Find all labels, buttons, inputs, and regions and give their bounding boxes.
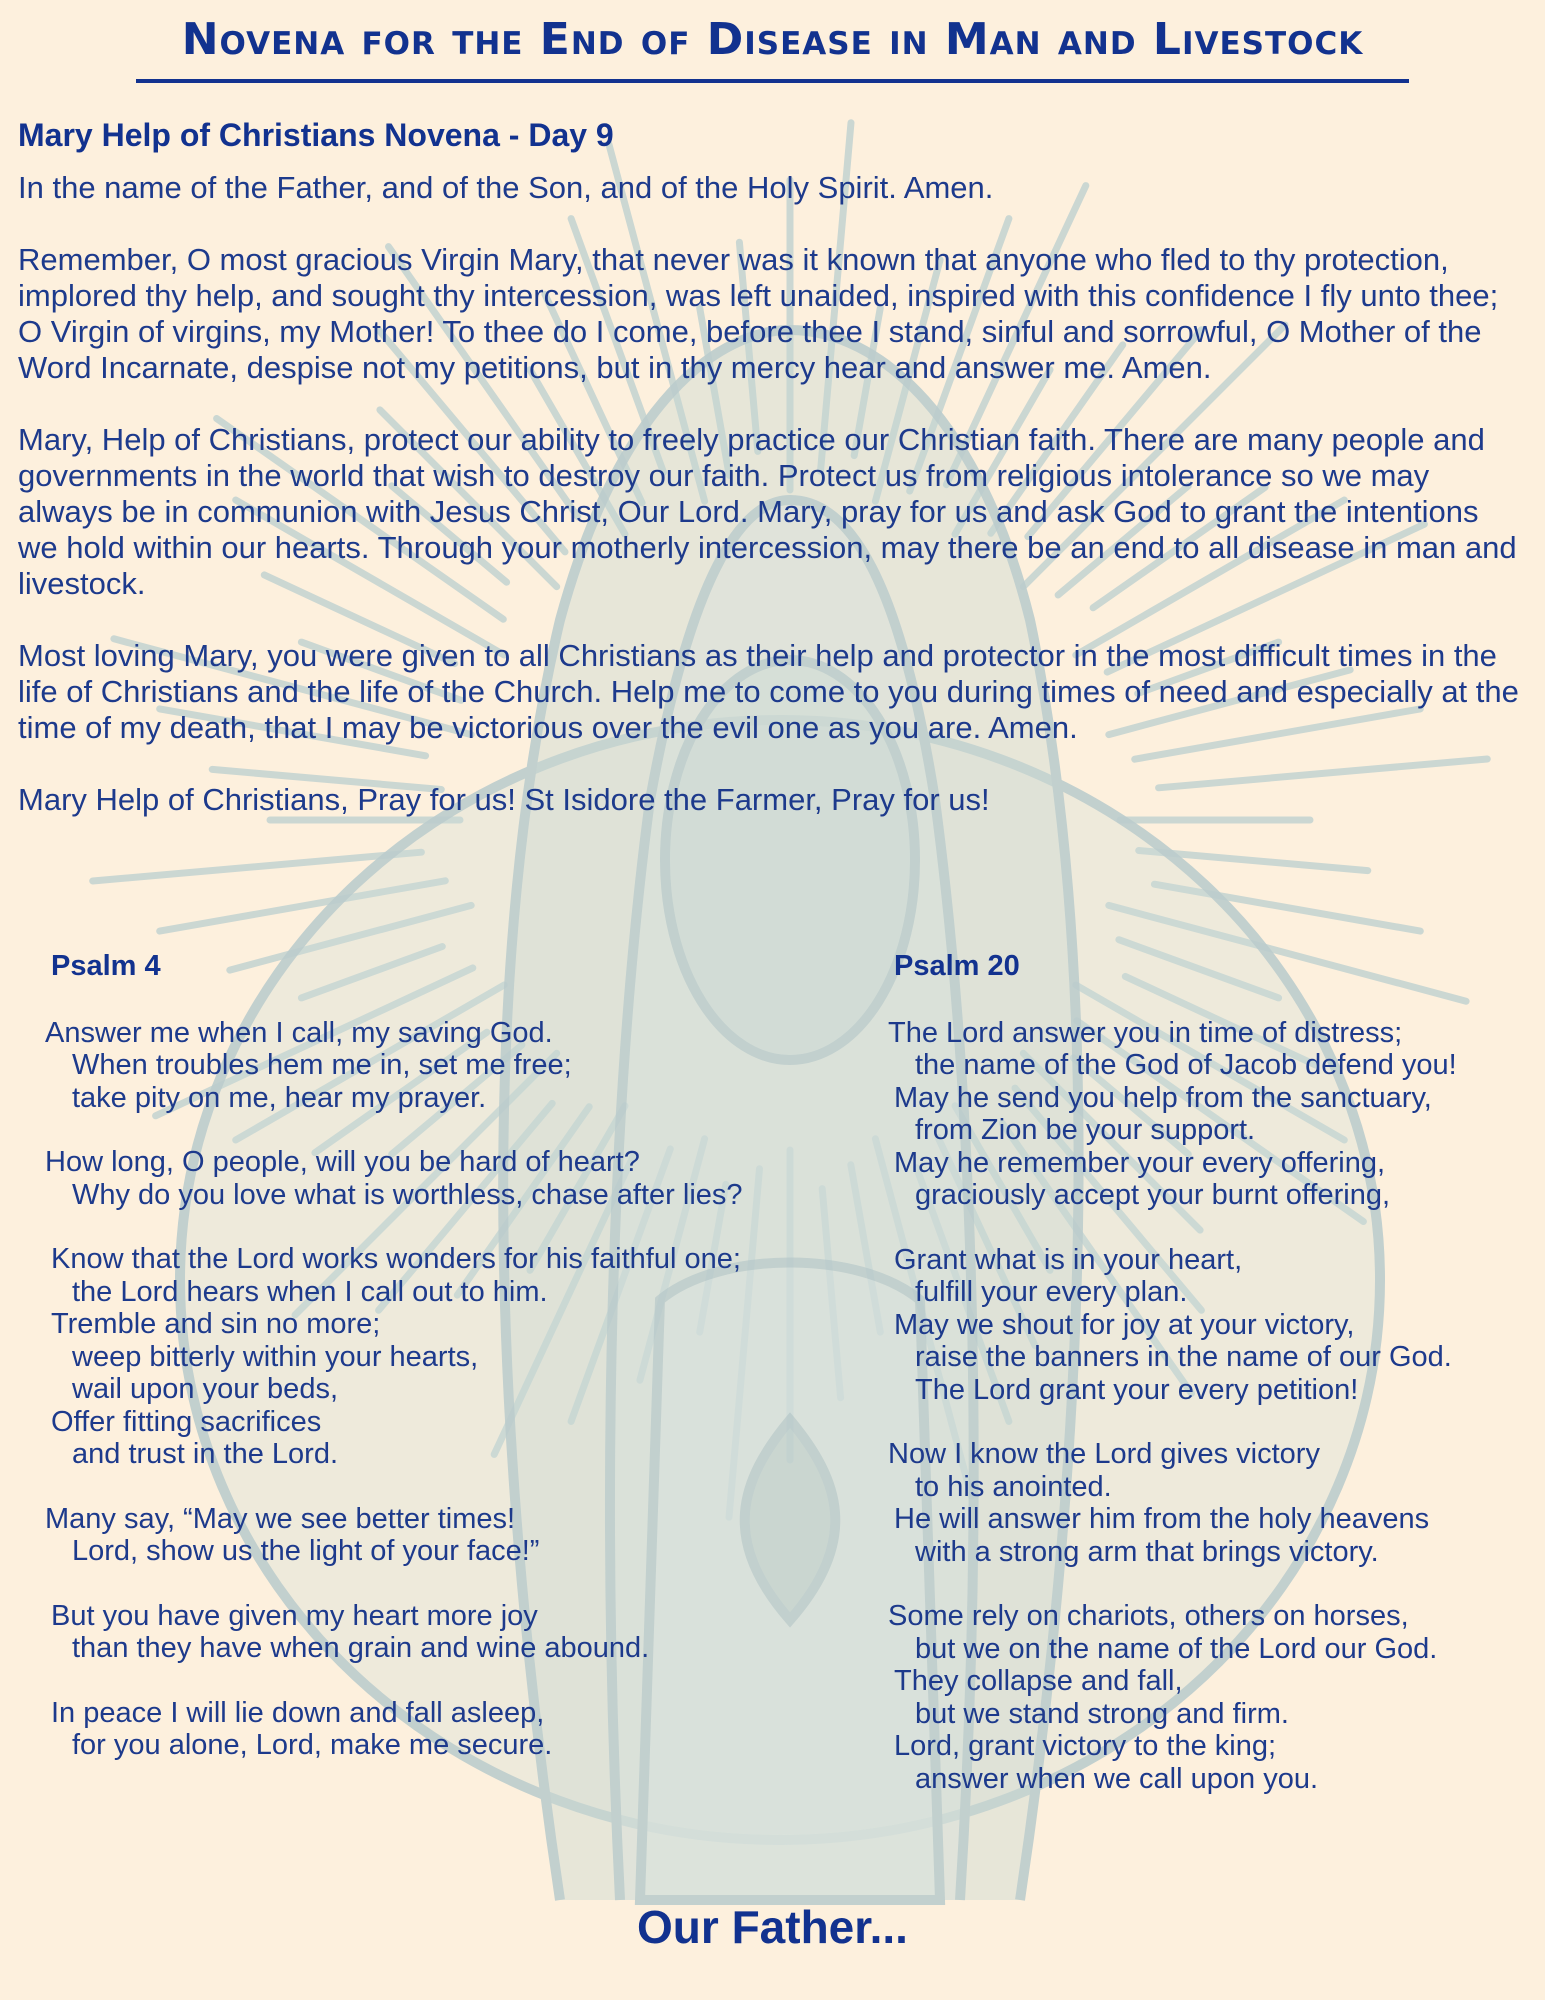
psalm-line: Tremble and sin no more; [51, 1308, 381, 1340]
psalm-4-stanza [45, 1017, 825, 1115]
psalm-line: fulfill your every plan. [915, 1276, 1188, 1308]
psalm-20-stanza [888, 1438, 1528, 1568]
psalm-line: Many say, “May we see better times! [45, 1502, 516, 1535]
psalm-line: May he send you help from the sanctuary, [894, 1081, 1432, 1114]
psalm-line: wail upon your beds, [72, 1373, 338, 1405]
psalm-line: Now I know the Lord gives victory [888, 1438, 1320, 1470]
psalm-20-stanza [888, 1600, 1528, 1795]
our-father-closing: Our Father... [637, 1901, 908, 1953]
psalm-line: Offer fitting sacrifices [51, 1405, 322, 1438]
memorare-prayer: Remember, O most gracious Virgin Mary, that never was it known that anyone who fled to thy protection, implored thy help, and sought thy intercession, was left unaided, inspired with this confidence I fly unto thee; O Virgin of virgins, my Mother! To thee do I come, before thee I stand, sinful and sorrowful, O Mother of the Word Incarnate, despise not my petitions, but in thy mercy hear and answer me. Amen. [18, 242, 1499, 385]
psalm-line: In peace I will lie down and fall asleep, [51, 1696, 545, 1729]
psalm-line: Some rely on chariots, others on horses, [888, 1600, 1409, 1632]
psalm-20-stanza [888, 1244, 1528, 1407]
sign-of-cross: In the name of the Father, and of the Son, and of the Holy Spirit. Amen. [18, 170, 994, 205]
psalm-line: answer when we call upon you. [915, 1762, 1319, 1795]
psalm-4-stanza [45, 1600, 825, 1665]
psalm-4-heading: Psalm 4 [51, 950, 161, 982]
psalm-line: but we stand strong and firm. [915, 1697, 1289, 1730]
psalm-4-stanza [45, 1243, 825, 1471]
psalm-line: but we on the name of the Lord our God. [915, 1632, 1438, 1665]
psalm-line: They collapse and fall, [894, 1665, 1183, 1697]
novena-day-heading: Mary Help of Christians Novena - Day 9 [18, 117, 614, 153]
psalm-20-heading: Psalm 20 [894, 950, 1020, 982]
intro-prayers [18, 170, 1523, 854]
psalm-line: raise the banners in the name of our God. [915, 1341, 1452, 1373]
most-loving-mary-prayer: Most loving Mary, you were given to all Christians as their help and protector in the most difficult times in the life of Christians and the life of the Church. Help me to come to you during times of need and especially at the time of my death, that I may be victorious over the evil one as you are. Amen. [18, 638, 1519, 745]
page-title: Novena for the End of Disease in Man and Livestock [181, 14, 1364, 65]
psalm-line: Lord, show us the light of your face!” [72, 1535, 540, 1567]
psalm-line: May he remember your every offering, [894, 1146, 1386, 1179]
psalm-line: with a strong arm that brings victory. [915, 1535, 1379, 1568]
psalm-4-stanza [45, 1503, 825, 1568]
psalm-line: But you have given my heart more joy [51, 1599, 538, 1632]
psalm-line: weep bitterly within your hearts, [72, 1340, 479, 1373]
psalm-line: The Lord answer you in time of distress; [888, 1016, 1403, 1049]
title-underline [136, 79, 1409, 83]
invocation-line: Mary Help of Christians, Pray for us! St Isidore the Farmer, Pray for us! [18, 782, 990, 817]
psalm-line: Lord, grant victory to the king; [894, 1730, 1277, 1762]
psalm-line: to his anointed. [915, 1470, 1112, 1503]
psalm-line: The Lord grant your every petition! [915, 1373, 1359, 1406]
psalm-line: May we shout for joy at your victory, [894, 1308, 1355, 1341]
psalm-line: for you alone, Lord, make me secure. [72, 1729, 553, 1761]
psalm-line: from Zion be your support. [915, 1114, 1256, 1146]
psalm-line: the name of the God of Jacob defend you! [915, 1049, 1457, 1081]
protection-prayer: Mary, Help of Christians, protect our ability to freely practice our Christian faith. There are many people and governments in the world that wish to destroy our faith. Protect us from religious intolerance so we may always be in communion with Jesus Christ, Our Lord. Mary, pray for us and ask God to grant the intentions we hold within our hearts. Through your motherly intercession, may there be an end to all disease in man and livestock. [18, 422, 1517, 601]
psalm-4-column [45, 950, 825, 1794]
psalm-line: than they have when grain and wine abound. [72, 1632, 650, 1664]
psalm-4-stanza [45, 1697, 825, 1762]
psalm-line: and trust in the Lord. [72, 1438, 338, 1470]
psalm-4-stanza [45, 1146, 825, 1211]
psalm-line: graciously accept your burnt offering, [915, 1179, 1391, 1211]
psalm-line: Answer me when I call, my saving God. [45, 1016, 553, 1049]
psalm-20-column [888, 950, 1528, 1827]
psalm-line: Why do you love what is worthless, chase after lies? [72, 1178, 743, 1211]
psalm-line: Know that the Lord works wonders for his faithful one; [51, 1243, 741, 1275]
psalm-line: He will answer him from the holy heavens [894, 1503, 1430, 1535]
psalm-20-stanza [888, 1017, 1528, 1212]
psalm-line: Grant what is in your heart, [894, 1243, 1243, 1276]
psalm-line: When troubles hem me in, set me free; [72, 1049, 572, 1081]
psalm-line: How long, O people, will you be hard of heart? [45, 1146, 640, 1178]
psalm-line: the Lord hears when I call out to him. [72, 1275, 548, 1308]
psalm-line: take pity on me, hear my prayer. [72, 1081, 487, 1114]
